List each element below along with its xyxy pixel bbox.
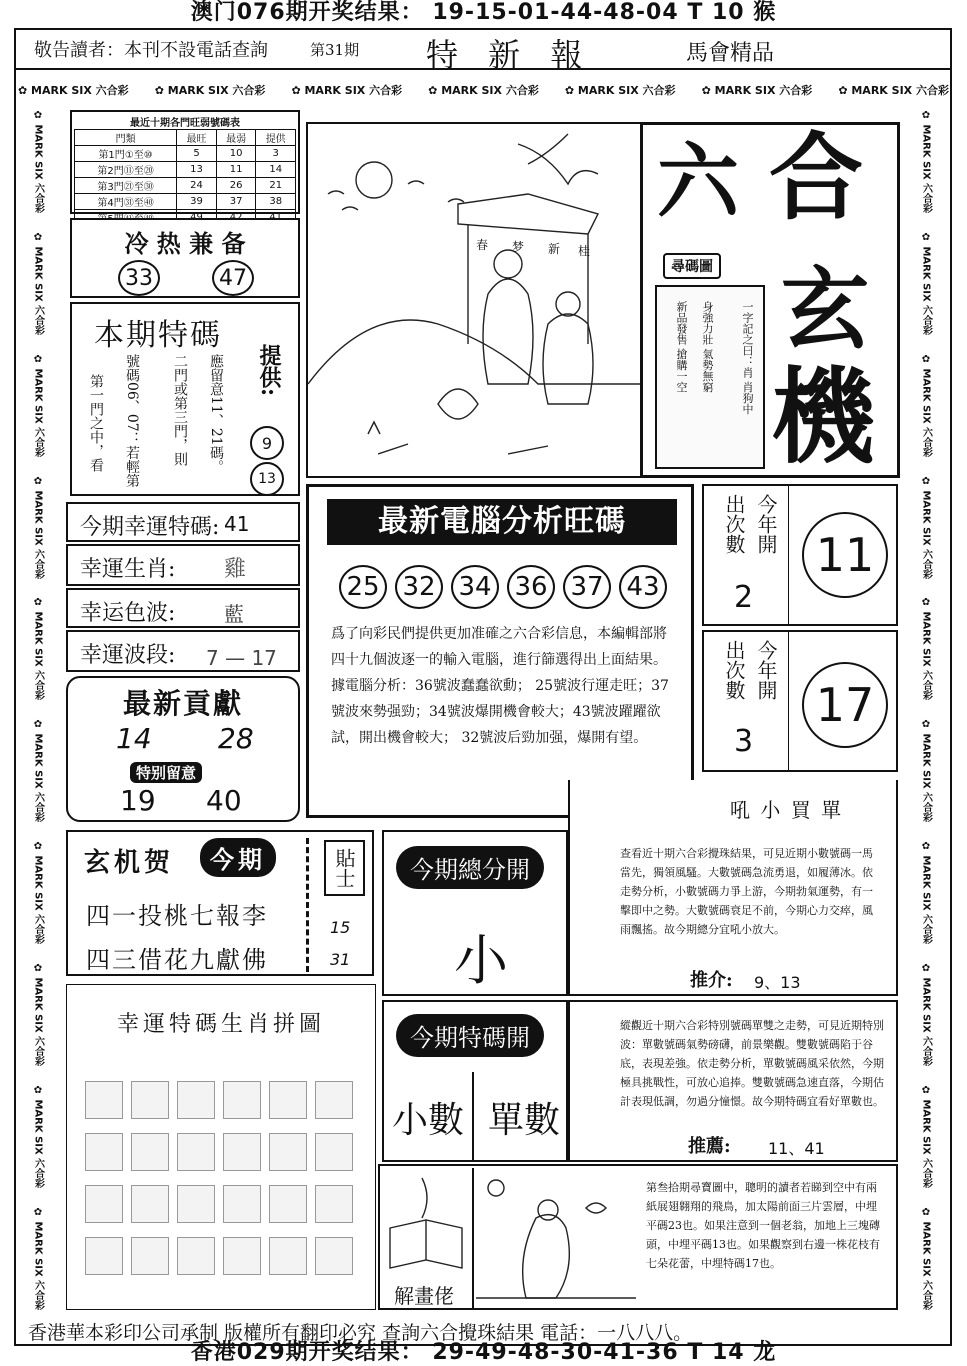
- liuhe-char: 玄: [781, 257, 870, 361]
- paper-subtitle: 馬會精品: [686, 41, 775, 66]
- center-illustration-box: [306, 122, 644, 478]
- total-box: [382, 830, 568, 996]
- zodiac-puzzle-box: [66, 984, 376, 1310]
- scroll-text: 新品發售 搶購一空: [675, 301, 688, 393]
- liuhe-char: 機: [771, 355, 876, 478]
- mark-six-stripe-right: ✿ MARK SIX 六合彩 ✿ MARK SIX 六合彩 ✿ MARK SIX 六合彩 ✿ MARK SIX 六合彩 ✿ MARK SIX 六合彩 ✿ MARK SIX 六合彩 ✿ MARK SIX 六合彩 ✿ MARK SIX 六合彩 ✿ MARK SIX 六合彩 ✿ MARK SIX 六合彩: [920, 110, 932, 1310]
- book-illustration: [382, 1168, 474, 1308]
- tie-number: 31: [330, 950, 351, 969]
- computer-ball: 37: [563, 565, 611, 609]
- xuanji-line: 四三借花九獻佛: [86, 946, 268, 974]
- this-issue-ball: 13: [250, 462, 284, 496]
- this-issue-col: 應留意11、21碼。: [208, 354, 224, 474]
- puzzle-piece: [131, 1133, 169, 1171]
- header-cell: 最弱: [216, 130, 256, 146]
- year-count-label: 出次數: [722, 640, 746, 700]
- scroll-painting: [655, 285, 765, 469]
- banner-char: 梦: [512, 240, 525, 254]
- puzzle-piece: [223, 1133, 261, 1171]
- header-cell: 最旺: [177, 130, 217, 146]
- top-result-banner: 澳门076期开奖结果： 19-15-01-44-48-04 T 10 猴: [190, 0, 777, 25]
- scholar-illustration: [308, 124, 642, 476]
- table-row: 第3門㉑至㉚ 24 26 21: [75, 178, 296, 194]
- computer-ball: 25: [339, 565, 387, 609]
- contribution-number: 14: [116, 722, 152, 755]
- total-recommend-label: 推介:: [690, 970, 733, 991]
- puzzle-piece: [85, 1237, 123, 1275]
- computer-title: 最新電腦分析旺碼: [327, 499, 677, 545]
- puzzle-piece: [315, 1133, 353, 1171]
- mark-six-stripe-left: ✿ MARK SIX 六合彩 ✿ MARK SIX 六合彩 ✿ MARK SIX 六合彩 ✿ MARK SIX 六合彩 ✿ MARK SIX 六合彩 ✿ MARK SIX 六合彩 ✿ MARK SIX 六合彩 ✿ MARK SIX 六合彩 ✿ MARK SIX 六合彩 ✿ MARK SIX 六合彩: [32, 110, 44, 1310]
- this-issue-ball: 9: [250, 426, 284, 460]
- seek-map-tag: 尋碼圖: [663, 253, 721, 279]
- computer-text: 爲了向彩民們提供更加准確之六合彩信息，本編輯部將四十九個波逐一的輸入電腦，進行篩選得出上面結果。據電腦分析：36號波蠢蠢欲動； 25號波行運走旺；37號波來勢强勁；34號波爆開機會較大；43號波躍躍欲試，開出機會較大； 32號波后勁加强，爆開有望。: [331, 626, 669, 746]
- xuanji-line: 四一投桃七報李: [86, 902, 268, 930]
- puzzle-piece: [269, 1185, 307, 1223]
- scroll-text: 身強力壯 氣勢無窮: [701, 301, 714, 393]
- contribution-note: 特别留意: [130, 762, 202, 783]
- total-value: 小: [454, 929, 508, 992]
- lucky-special-row: 今期幸運特碼: 41: [66, 502, 300, 542]
- hot-table-title: 最近十期各門旺弱號碼表: [130, 118, 240, 129]
- puzzle-piece: [223, 1185, 261, 1223]
- year-count-divider: [788, 632, 789, 772]
- puzzle-title: 幸運特碼生肖拼圖: [116, 1012, 325, 1037]
- stripe-label: ✿ MARK SIX 六合彩: [838, 84, 949, 97]
- banner-char: 桂: [578, 244, 591, 258]
- sage-illustration: [476, 1168, 638, 1308]
- cold-hot-title: 冷 热 兼 备: [124, 229, 246, 258]
- contribution-box: [66, 676, 300, 822]
- year-count-box-1: [702, 484, 898, 626]
- tie-label: 貼士: [324, 840, 365, 896]
- issue-number: 第31期: [310, 41, 360, 59]
- table-row: 第4門㉛至㊵ 39 37 38: [75, 194, 296, 210]
- puzzle-piece: [85, 1185, 123, 1223]
- liuhe-char: 六: [657, 134, 740, 230]
- puzzle-piece: [223, 1237, 261, 1275]
- total-recommend-value: 9、13: [754, 973, 801, 992]
- header-cell: 提供: [256, 130, 296, 146]
- xuanji-title: 玄机贺: [84, 848, 175, 878]
- special-analysis-box: [568, 1000, 898, 1162]
- notice-text: 敬告讀者：本刊不設電話查詢: [34, 40, 268, 61]
- special-divider: [472, 1072, 474, 1162]
- lucky-special-value: 41: [224, 512, 250, 536]
- cold-hot-ball: 47: [212, 260, 254, 296]
- contribution-number: 40: [206, 784, 242, 817]
- dashed-divider: [306, 838, 309, 972]
- footer-line: 香港華本彩印公司承制 版權所有翻印必究 查詢六合攪珠結果 電話：一八八八。: [28, 1322, 693, 1344]
- year-count-box-2: [702, 630, 898, 772]
- computer-ball: 43: [619, 565, 667, 609]
- special-box: [382, 1000, 568, 1162]
- lucky-range-value: 7 — 17: [206, 646, 277, 670]
- computer-analysis-box: [306, 484, 694, 818]
- lucky-zodiac-value: 雞: [224, 557, 247, 582]
- book-icon: [382, 1168, 472, 1278]
- year-count-label: 今年開: [754, 640, 778, 700]
- contribution-number: 19: [120, 784, 156, 817]
- banner-char: 新: [548, 242, 561, 256]
- mark-six-stripe-top: [18, 76, 949, 104]
- puzzle-piece: [85, 1081, 123, 1119]
- banner-char: 春: [476, 238, 489, 252]
- stripe-label: ✿ MARK SIX 六合彩: [701, 84, 813, 97]
- special-recommend-label: 推薦:: [688, 1136, 731, 1157]
- special-recommend-value: 11、41: [768, 1139, 825, 1158]
- puzzle-piece: [177, 1237, 215, 1275]
- this-issue-provide: 提供:: [256, 344, 282, 397]
- total-analysis-text: 查看近十期六合彩攪珠結果，可見近期小數號碼一馬當先，獨領風騷。大數號碼急流勇退，如履薄冰。依走勢分析，小數號碼力爭上游，今期勃氣運勢，有一擊即中之勢。大數號碼衰足不前，今期心力交瘁，風雨飄搖。故今期總分宜吼小放大。: [620, 847, 873, 936]
- puzzle-piece: [315, 1185, 353, 1223]
- year-count-divider: [788, 486, 789, 626]
- stripe-label: ✿ MARK SIX 六合彩: [18, 84, 129, 97]
- lucky-color-value: 藍: [224, 602, 244, 626]
- contribution-title: 最新貢獻: [122, 687, 243, 720]
- special-value: 小數: [392, 1100, 465, 1141]
- puzzle-piece: [177, 1081, 215, 1119]
- special-value: 單數: [488, 1100, 561, 1141]
- painter-label: 解畫佬: [394, 1284, 454, 1308]
- puzzle-piece: [85, 1133, 123, 1171]
- this-issue-col: 二門或第三門，則: [172, 354, 188, 466]
- paper-title: 特 新 報: [426, 36, 593, 74]
- tie-number: 15: [330, 918, 351, 937]
- painter-box: [378, 1164, 898, 1310]
- xuanji-poem-box: [66, 830, 374, 976]
- total-title: 今期總分開: [396, 846, 544, 889]
- lucky-color-row: 幸运色波: 藍: [66, 588, 300, 628]
- sage-icon: [476, 1168, 636, 1308]
- this-issue-col: 號碼06、07：若輕第: [124, 354, 140, 488]
- year-count-value: 3: [734, 724, 754, 759]
- hot-weak-table-box: [70, 110, 300, 214]
- table-row: 第2門⑪至⑳ 13 11 14: [75, 162, 296, 178]
- stripe-label: ✿ MARK SIX 六合彩: [428, 84, 539, 97]
- stripe-label: ✿ MARK SIX 六合彩: [564, 84, 676, 97]
- puzzle-grid: [85, 1081, 355, 1295]
- puzzle-piece: [315, 1081, 353, 1119]
- painter-text: 第叁拾期尋寶圖中，聰明的讀者若睇到空中有兩紙展翅翱翔的飛鳥，加太陽前面三片雲層，中埋平碼23也。如果注意到一個老翁，加地上三塊磚頭，中埋平碼13也。如果觀察到右邊一株花枝有七朵花蕾，中埋特碼17也。: [646, 1181, 880, 1270]
- puzzle-piece: [131, 1185, 169, 1223]
- puzzle-piece: [269, 1237, 307, 1275]
- scroll-text: 一字記之曰：肖 肖狗中: [741, 301, 754, 415]
- puzzle-piece: [177, 1185, 215, 1223]
- total-analysis-box: [568, 780, 898, 996]
- lucky-range-row: 幸運波段: 7 — 17: [66, 630, 300, 672]
- year-count-label: 今年開: [754, 494, 778, 554]
- header-cell: 門類: [75, 130, 177, 146]
- contribution-number: 28: [218, 722, 254, 755]
- liuhe-char: 合: [769, 123, 864, 233]
- this-issue-col: 第一門之中，看: [88, 374, 104, 472]
- puzzle-piece: [177, 1133, 215, 1171]
- puzzle-piece: [131, 1081, 169, 1119]
- computer-ball: 36: [507, 565, 555, 609]
- bottom-result-banner: 香港029期开奖结果： 29-49-48-30-41-36 T 14 龙: [190, 1340, 777, 1365]
- liuhe-xuanji-box: [640, 122, 900, 478]
- special-analysis-text: 縱觀近十期六合彩特別號碼單雙之走勢，可見近期特別波：單數號碼氣勢磅礴，前景樂觀。雙數號碼陷于谷底，表現差強。依走勢分析，單數號碼風采依然，今期極具挑戰性，可放心追捧。雙數號碼急速直落，今期估計表現低調，勿過分憧憬。故今期特碼宜看好單數也。: [620, 1019, 884, 1108]
- this-issue-box: [70, 302, 300, 496]
- puzzle-piece: [223, 1081, 261, 1119]
- cold-hot-box: [70, 218, 300, 298]
- puzzle-piece: [269, 1133, 307, 1171]
- total-side-title: 吼 小 買 單: [730, 798, 844, 822]
- computer-ball: 34: [451, 565, 499, 609]
- year-count-label: 出次數: [722, 494, 746, 554]
- hot-weak-table: [74, 129, 296, 226]
- special-title: 今期特碼開: [396, 1014, 544, 1057]
- year-count-number: 11: [802, 512, 888, 598]
- puzzle-piece: [315, 1237, 353, 1275]
- lucky-zodiac-row: 幸運生肖: 雞: [66, 544, 300, 586]
- xuanji-title-highlight: 今期: [200, 838, 276, 877]
- computer-ball: 32: [395, 565, 443, 609]
- cold-hot-ball: 33: [118, 260, 160, 296]
- puzzle-piece: [131, 1237, 169, 1275]
- header-row: [16, 30, 950, 74]
- table-header-row: [75, 130, 296, 146]
- computer-balls: [339, 565, 667, 609]
- year-count-value: 2: [734, 580, 754, 615]
- year-count-number: 17: [802, 662, 888, 748]
- this-issue-title: 本期特碼: [94, 318, 222, 353]
- table-row: 第1門①至⑩ 5 10 3: [75, 146, 296, 162]
- stripe-label: ✿ MARK SIX 六合彩: [154, 84, 266, 97]
- puzzle-piece: [269, 1081, 307, 1119]
- stripe-label: ✿ MARK SIX 六合彩: [291, 84, 403, 97]
